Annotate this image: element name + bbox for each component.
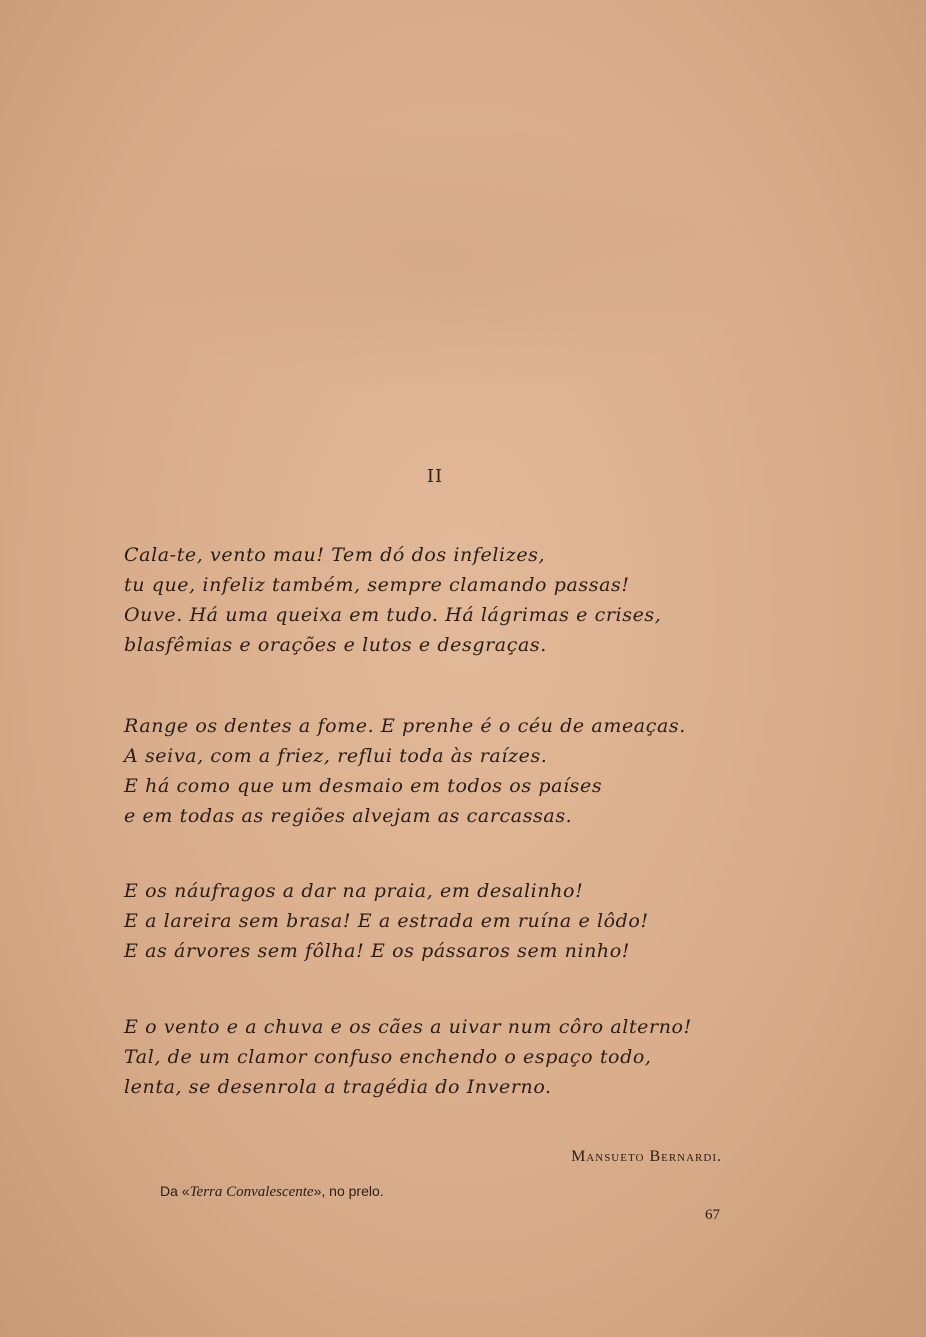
- page-number: 67: [705, 1207, 720, 1223]
- poem-line: Range os dentes a fome. E prenhe é o céu de ameaças.: [124, 715, 686, 737]
- poem-line: E as árvores sem fôlha! E os pássaros sem ninho!: [124, 940, 631, 962]
- show-through-ornament: [120, 120, 760, 400]
- section-numeral: II: [426, 466, 444, 487]
- poem-line: E os náufragos a dar na praia, em desalinho!: [124, 880, 584, 902]
- source-note: [160, 1183, 384, 1201]
- source-title: Terra Convalescente: [189, 1184, 314, 1200]
- poem-line: E o vento e a chuva e os cães a uivar num côro alterno!: [124, 1016, 692, 1038]
- poem-line: A seiva, com a friez, reflui toda às raízes.: [124, 745, 548, 767]
- stanza-3: [124, 876, 764, 966]
- stanza-4: [124, 1012, 764, 1102]
- poem-line: Cala-te, vento mau! Tem dó dos infelizes,: [124, 544, 546, 566]
- stanza-2: [124, 711, 764, 831]
- poem-line: blasfêmias e orações e lutos e desgraças.: [124, 634, 547, 656]
- author-signature: Mansueto Bernardi.: [571, 1148, 722, 1165]
- source-prefix: Da «: [160, 1183, 190, 1199]
- poem-line: Tal, de um clamor confuso enchendo o espaço todo,: [124, 1046, 652, 1068]
- stanza-1: [124, 540, 764, 660]
- poem-line: E a lareira sem brasa! E a estrada em ruína e lôdo!: [124, 910, 649, 932]
- source-suffix: », no prelo.: [313, 1183, 384, 1199]
- poem-line: Ouve. Há uma queixa em tudo. Há lágrimas e crises,: [124, 604, 662, 626]
- poem-line: E há como que um desmaio em todos os países: [124, 775, 603, 797]
- poem-line: e em todas as regiões alvejam as carcassas.: [124, 805, 573, 827]
- poem-line: tu que, infeliz também, sempre clamando passas!: [124, 574, 630, 596]
- poem-line: lenta, se desenrola a tragédia do Inverno.: [124, 1076, 552, 1098]
